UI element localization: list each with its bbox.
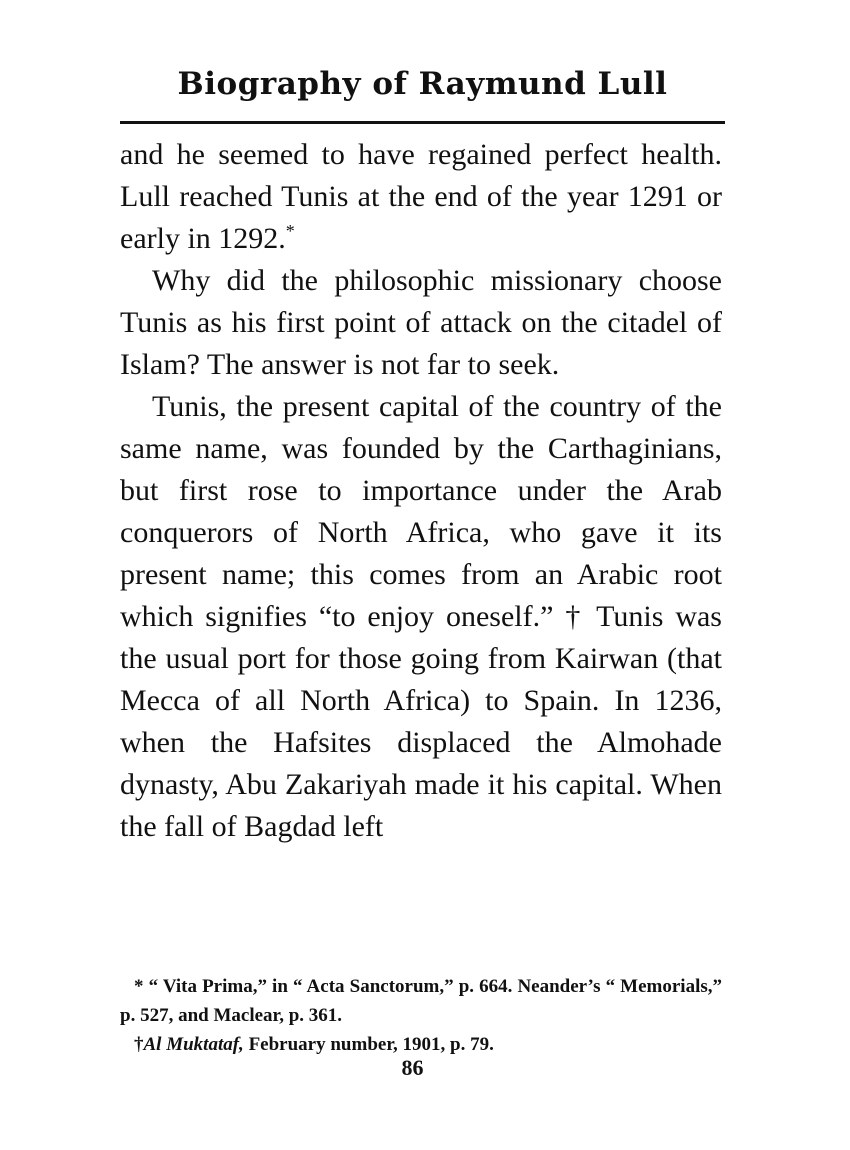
footnotes — [120, 972, 722, 1059]
paragraph-3-text-a: Tunis, the present capital of the country of the same name, was founded by the Carthaginians, but first rose to importance under the Arab conquerors of North Africa, who gave it its present name; this comes from an Arabic root which signifies “to enjoy oneself.” — [120, 390, 722, 633]
footnote-2-mark: † — [134, 1034, 144, 1055]
footnote-2-title: Al Muktataf, — [143, 1034, 244, 1055]
paragraph-3-text-b: Tunis was the usual port for those going from Kairwan (that Mecca of all North Africa) to Spain. In 1236, when the Hafsites displaced the Almohade dynasty, Abu Zakariyah made it his capital. When the fall of Bagdad left — [120, 600, 722, 843]
paragraph-1 — [120, 134, 722, 260]
footnote-mark-asterisk: * — [285, 221, 295, 241]
footnote-mark-dagger: † — [565, 600, 585, 633]
paragraph-2: Why did the philosophic missionary choose Tunis as his first point of attack on the citadel of Islam? The answer is not far to seek. — [120, 264, 722, 381]
footnote-2-text: February number, 1901, p. 79. — [243, 1034, 494, 1055]
paragraph-3 — [120, 386, 722, 848]
page-number: 86 — [401, 1055, 424, 1080]
running-title: Biography of Raymund Lull — [177, 66, 668, 102]
header-rule — [120, 121, 725, 124]
footnote-1: * “ Vita Prima,” in “ Acta Sanctorum,” p. 664. Neander’s “ Memorials,” p. 527, and Maclear, p. 361. — [120, 976, 722, 1026]
paragraph-1-text: and he seemed to have regained perfect health. Lull reached Tunis at the end of the year 1291 or early in 1292. — [120, 138, 722, 255]
main-text — [120, 134, 722, 848]
